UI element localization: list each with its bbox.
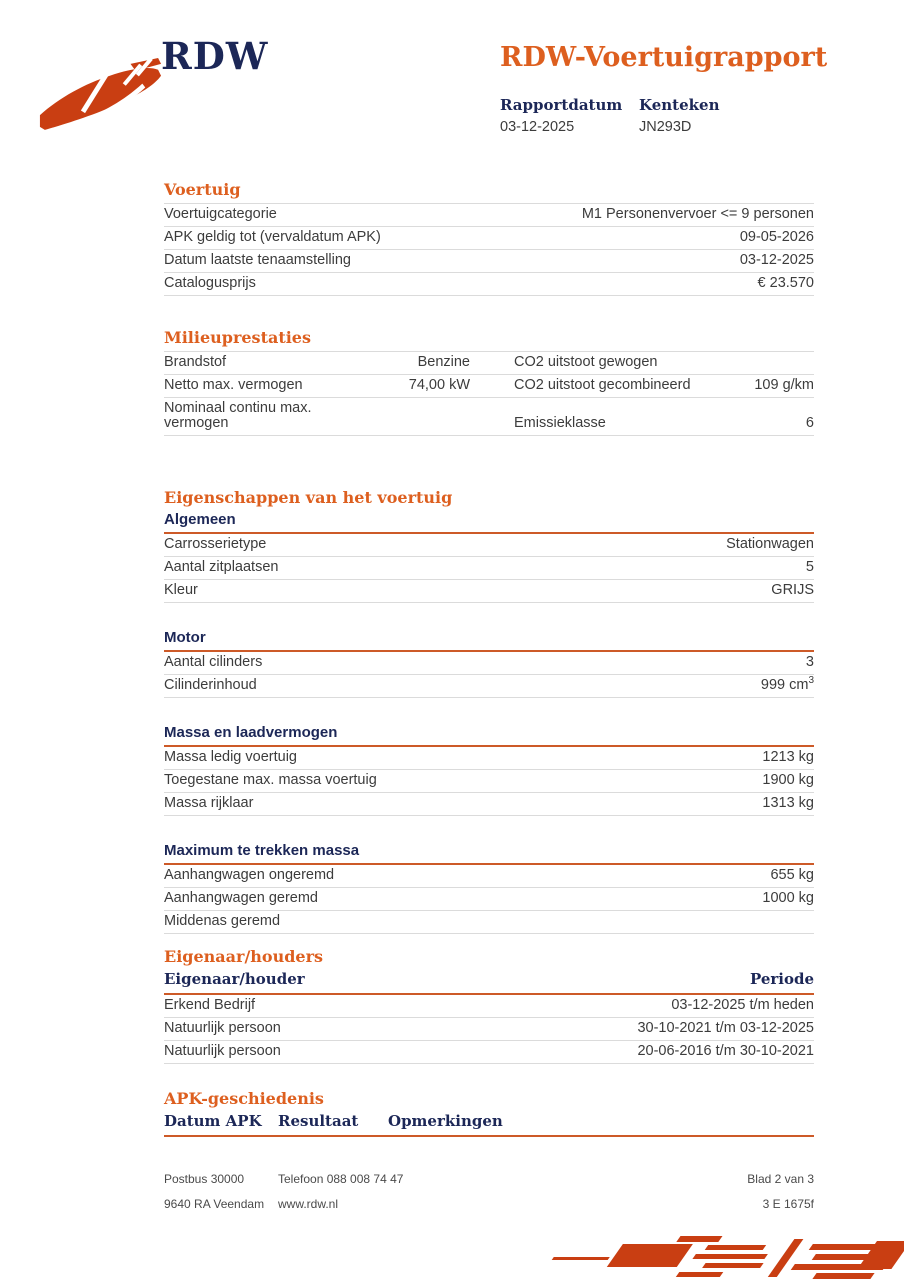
row-value: 1213 kg [489, 747, 814, 770]
page-title: RDW-Voertuigrapport [500, 42, 828, 73]
report-date-block [500, 96, 622, 135]
motor-table [164, 652, 814, 698]
row-value [710, 352, 814, 375]
table-row [164, 865, 814, 888]
subsection-title: Massa en laadvermogen [164, 725, 814, 747]
table-row [164, 888, 814, 911]
period-cell: 30-10-2021 t/m 03-12-2025 [489, 1018, 814, 1041]
footer-address-line1: Postbus 30000 [164, 1172, 245, 1186]
row-value: Benzine [364, 352, 470, 375]
row-value: 109 g/km [710, 375, 814, 398]
row-value: GRIJS [489, 580, 814, 603]
footer-phone: Telefoon 088 008 74 47 [278, 1172, 404, 1186]
row-label: Toegestane max. massa voertuig [164, 770, 489, 793]
table-row [164, 770, 814, 793]
row-value: 03-12-2025 [489, 250, 814, 273]
algemeen-table [164, 534, 814, 603]
row-label: Kleur [164, 580, 489, 603]
section-milieuprestaties [164, 328, 814, 436]
trekken-table [164, 865, 814, 934]
row-label: Catalogusprijs [164, 273, 489, 296]
license-plate-label: Kenteken [639, 96, 720, 114]
row-value [364, 398, 470, 436]
table-row [164, 793, 814, 816]
row-label: APK geldig tot (vervaldatum APK) [164, 227, 489, 250]
section-apk-geschiedenis [164, 1089, 814, 1137]
row-value-text: 999 cm [760, 677, 809, 693]
row-label: Massa ledig voertuig [164, 747, 489, 770]
section-heading-milieuprestaties: Milieuprestaties [164, 328, 311, 347]
table-row [164, 995, 814, 1018]
table-row [164, 557, 814, 580]
owner-cell: Natuurlijk persoon [164, 1041, 489, 1064]
owners-table-header [164, 970, 814, 995]
row-value: € 23.570 [489, 273, 814, 296]
row-value-superscript: 3 [808, 675, 814, 687]
section-eigenschappen [164, 488, 814, 934]
table-row [164, 911, 814, 934]
column-header-apk-remarks: Opmerkingen [388, 1112, 503, 1130]
section-voertuig [164, 180, 814, 296]
row-label: Carrosserietype [164, 534, 489, 557]
table-row [164, 652, 814, 675]
row-label: Aanhangwagen geremd [164, 888, 489, 911]
column-header-apk-date: Datum APK [164, 1112, 262, 1130]
section-heading-voertuig: Voertuig [164, 180, 241, 199]
section-heading-apk: APK-geschiedenis [164, 1089, 324, 1108]
spacer-cell [470, 352, 514, 375]
period-cell: 03-12-2025 t/m heden [489, 995, 814, 1018]
report-date-label: Rapportdatum [500, 96, 623, 114]
row-value: 5 [489, 557, 814, 580]
massa-table [164, 747, 814, 816]
row-label: Massa rijklaar [164, 793, 489, 816]
license-plate-block [639, 96, 719, 135]
row-label: Middenas geremd [164, 911, 489, 934]
row-value: 3 [489, 652, 814, 675]
column-header-period: Periode [749, 970, 814, 988]
row-value: M1 Personenvervoer <= 9 personen [489, 204, 814, 227]
subsection-motor [164, 630, 814, 698]
row-value: 1900 kg [489, 770, 814, 793]
footer-page-indicator: Blad 2 van 3 [747, 1172, 814, 1186]
table-row [164, 204, 814, 227]
row-value: Stationwagen [489, 534, 814, 557]
table-row [164, 580, 814, 603]
spacer-cell [470, 398, 514, 436]
row-value [489, 675, 814, 698]
voertuig-table [164, 203, 814, 296]
column-header-owner: Eigenaar/houder [164, 970, 305, 988]
table-row [164, 398, 814, 436]
row-label: Netto max. vermogen [164, 375, 364, 398]
apk-table-header [164, 1112, 814, 1137]
table-row [164, 375, 814, 398]
milieuprestaties-table [164, 351, 814, 436]
row-value: 09-05-2026 [489, 227, 814, 250]
table-row [164, 675, 814, 698]
footer-address-line2: 9640 RA Veendam [164, 1197, 265, 1211]
row-value [489, 911, 814, 934]
column-header-apk-result: Resultaat [278, 1112, 359, 1130]
subsection-title: Algemeen [164, 512, 814, 534]
spacer-cell [470, 375, 514, 398]
owner-cell: Erkend Bedrijf [164, 995, 489, 1018]
row-label: Aantal zitplaatsen [164, 557, 489, 580]
rdw-feather-logo-icon [36, 42, 164, 136]
section-heading-eigenaars: Eigenaar/houders [164, 947, 324, 966]
table-row [164, 747, 814, 770]
subsection-algemeen [164, 512, 814, 603]
table-row [164, 1018, 814, 1041]
footer-website: www.rdw.nl [278, 1197, 339, 1211]
table-row [164, 273, 814, 296]
row-value: 1000 kg [489, 888, 814, 911]
license-plate-value: JN293D [639, 119, 692, 135]
report-date-value: 03-12-2025 [500, 119, 575, 135]
row-value: 655 kg [489, 865, 814, 888]
row-label: Aanhangwagen ongeremd [164, 865, 489, 888]
table-row [164, 1041, 814, 1064]
subsection-massa [164, 725, 814, 816]
subsection-trekken [164, 843, 814, 934]
row-value: 6 [710, 398, 814, 436]
row-label: CO2 uitstoot gewogen [514, 352, 710, 375]
row-label: CO2 uitstoot gecombineerd [514, 375, 710, 398]
owner-cell: Natuurlijk persoon [164, 1018, 489, 1041]
row-label: Cilinderinhoud [164, 675, 489, 698]
row-label: Emissieklasse [514, 398, 710, 436]
section-eigenaars [164, 947, 814, 1064]
section-heading-eigenschappen: Eigenschappen van het voertuig [164, 488, 453, 507]
period-cell: 20-06-2016 t/m 30-10-2021 [489, 1041, 814, 1064]
rdw-logo-text: RDW [161, 34, 269, 78]
subsection-title: Maximum te trekken massa [164, 843, 814, 865]
row-label: Aantal cilinders [164, 652, 489, 675]
table-row [164, 534, 814, 557]
row-value: 1313 kg [489, 793, 814, 816]
row-label: Nominaal continu max. vermogen [164, 398, 364, 436]
footer-form-code: 3 E 1675f [762, 1197, 814, 1211]
table-row [164, 227, 814, 250]
row-label: Datum laatste tenaamstelling [164, 250, 489, 273]
owners-table [164, 995, 814, 1064]
subsection-title: Motor [164, 630, 814, 652]
rdw-stripes-graphic [514, 1231, 904, 1280]
row-value: 74,00 kW [364, 375, 470, 398]
row-label: Brandstof [164, 352, 364, 375]
row-label: Voertuigcategorie [164, 204, 489, 227]
table-row [164, 250, 814, 273]
table-row [164, 352, 814, 375]
